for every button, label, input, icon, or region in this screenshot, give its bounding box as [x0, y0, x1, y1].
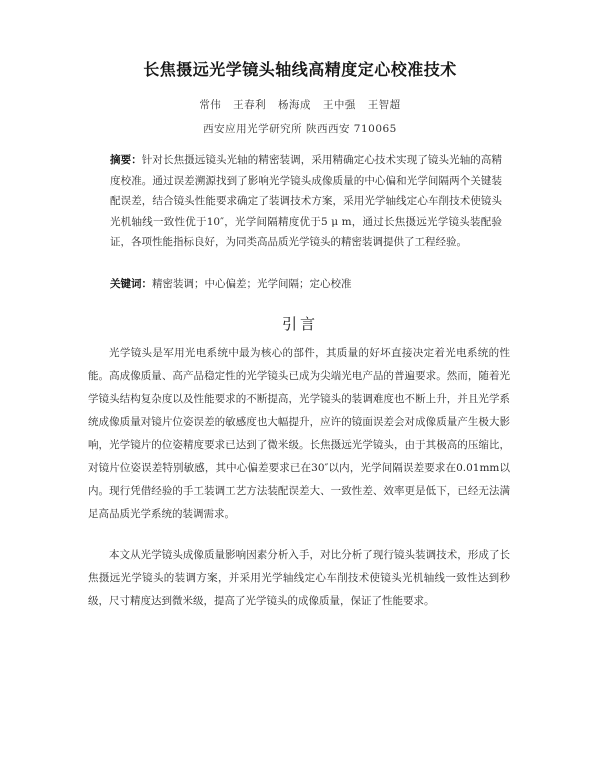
author-name: 王中强 [322, 99, 356, 111]
body-paragraph: 光学镜头是军用光电系统中最为核心的部件，其质量的好坏直接决定着光电系统的性能。高成像质量、高产品稳定性的光学镜头已成为尖端光电产品的普遍要求。然而，随着光学镜头结构复杂度以及性能要求的不断提高，光学镜头的装调难度也不断上升，并且光学系统成像质量对镜片位姿误差的敏感度也大幅提升，应许的镜面误差会对成像质量产生极大影响，光学镜片的位姿精度要求已达到了微米级。长焦摄远光学镜头，由于其极高的压缩比，对镜片位姿误差特别敏感，其中心偏差要求已在30″以内，光学间隔误差要求在0.01mm以内。现行凭借经验的手工装调工艺方法装配误差大、一致性差、效率更是低下，已经无法满足高品质光学系统的装调需求。 [88, 347, 510, 520]
abstract [110, 150, 502, 253]
keywords-label: 关键词： [110, 278, 152, 290]
affiliation: 西安应用光学研究所 陕西西安 710065 [203, 123, 397, 135]
abstract-label: 摘要： [110, 154, 142, 166]
abstract-text: 针对长焦摄远镜头光轴的精密装调，采用精确定心技术实现了镜头光轴的高精度校准。通过误差溯源找到了影响光学镜头成像质量的中心偏和光学间隔两个关键装配误差，结合镜头性能要求确定了装调技术方案，采用光学轴线定心车削技术使镜头光机轴线一致性优于10″，光学间隔精度优于5 μ m，通过长焦摄远光学镜头装配验证，各项性能指标良好，为同类高品质光学镜头的精密装调提供了工程经验。 [110, 154, 503, 248]
body-paragraph: 本文从光学镜头成像质量影响因素分析入手，对比分析了现行镜头装调技术，形成了长焦摄远光学镜头的装调方案，并采用光学轴线定心车削技术使镜头光机轴线一致性达到秒级，尺寸精度达到微米级，提高了光学镜头的成像质量，保证了性能要求。 [88, 549, 510, 607]
author-name: 杨海成 [278, 99, 311, 111]
author-name: 王智超 [367, 99, 401, 111]
author-name: 王春利 [233, 99, 267, 111]
author-name: 常伟 [199, 99, 222, 111]
paper-title: 长焦摄远光学镜头轴线高精度定心校准技术 [143, 60, 457, 79]
section-heading: 引言 [281, 315, 318, 333]
author-list [0, 97, 600, 112]
keywords [110, 274, 502, 294]
keywords-text: 精密装调；中心偏差；光学间隔；定心校准 [152, 278, 352, 290]
